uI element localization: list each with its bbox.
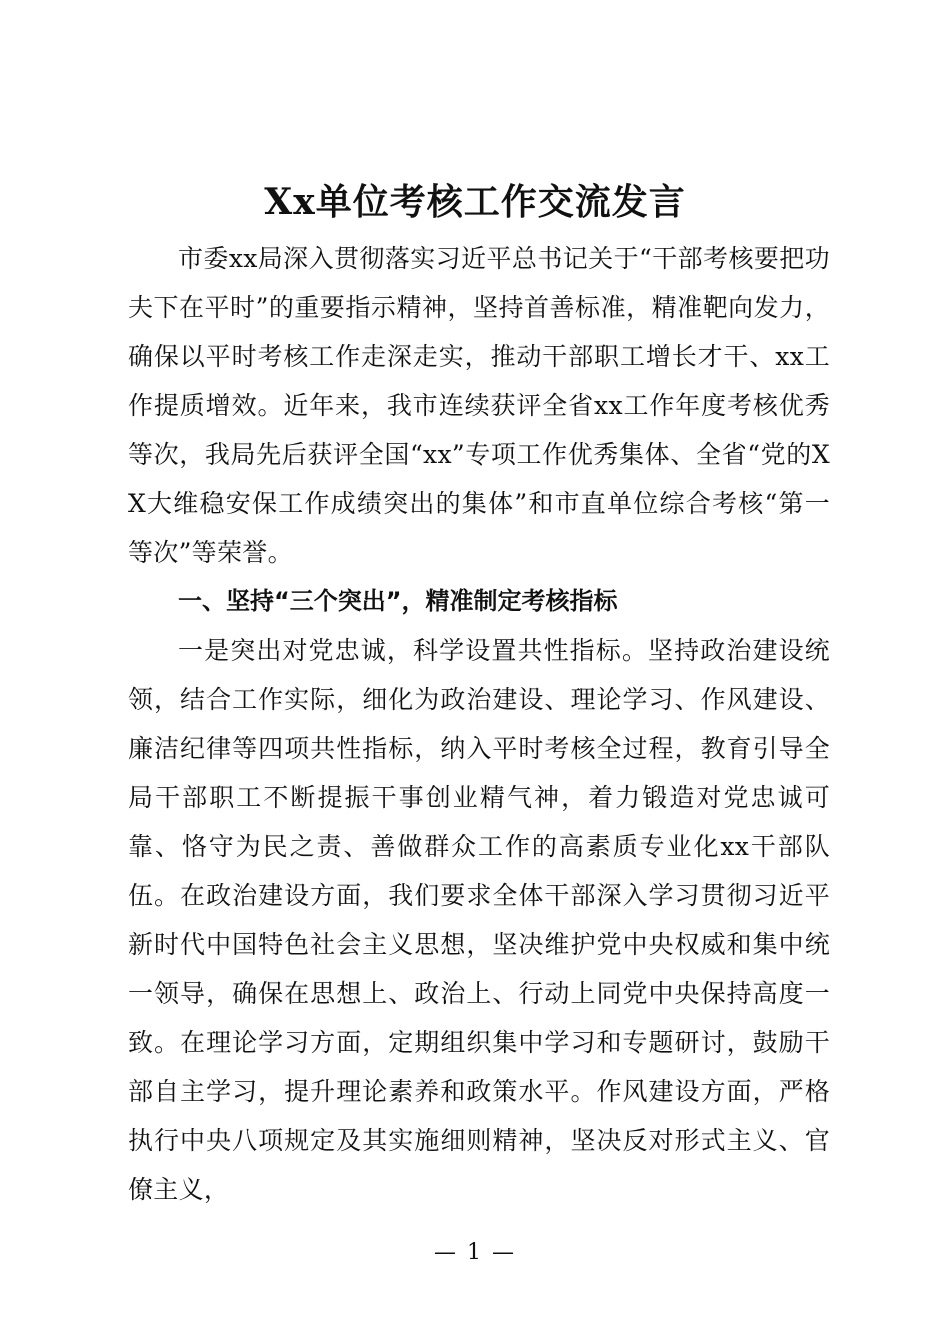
intro-paragraph: 市委xx局深入贯彻落实习近平总书记关于“干部考核要把功夫下在平时”的重要指示精神，坚持首善标准，精准靶向发力，确保以平时考核工作走深走实，推动干部职工增长才干、xx工作提质增效。近年来，我市连续获评全省xx工作年度考核优秀等次，我局先后获评全国“xx”专项工作优秀集体、全省“党的XX大维稳安保工作成绩突出的集体”和市直单位综合考核“第一等次”等荣誉。 xyxy=(128,244,830,567)
page-number: — 1 — xyxy=(434,1240,516,1265)
document-body xyxy=(128,234,830,1214)
section-paragraph: 一是突出对党忠诚，科学设置共性指标。坚持政治建设统领，结合工作实际，细化为政治建设、理论学习、作风建设、廉洁纪律等四项共性指标，纳入平时考核全过程，教育引导全局干部职工不断提振干事创业精气神，着力锻造对党忠诚可靠、恪守为民之责、善做群众工作的高素质专业化xx干部队伍。在政治建设方面，我们要求全体干部深入学习贯彻习近平新时代中国特色社会主义思想，坚决维护党中央权威和集中统一领导，确保在思想上、政治上、行动上同党中央保持高度一致。在理论学习方面，定期组织集中学习和专题研讨，鼓励干部自主学习，提升理论素养和政策水平。作风建设方面，严格执行中央八项规定及其实施细则精神，坚决反对形式主义、官僚主义， xyxy=(128,636,830,1204)
section-heading: 一、坚持“三个突出”，精准制定考核指标 xyxy=(178,587,618,615)
document-title: Xx单位考核工作交流发言 xyxy=(264,181,686,223)
